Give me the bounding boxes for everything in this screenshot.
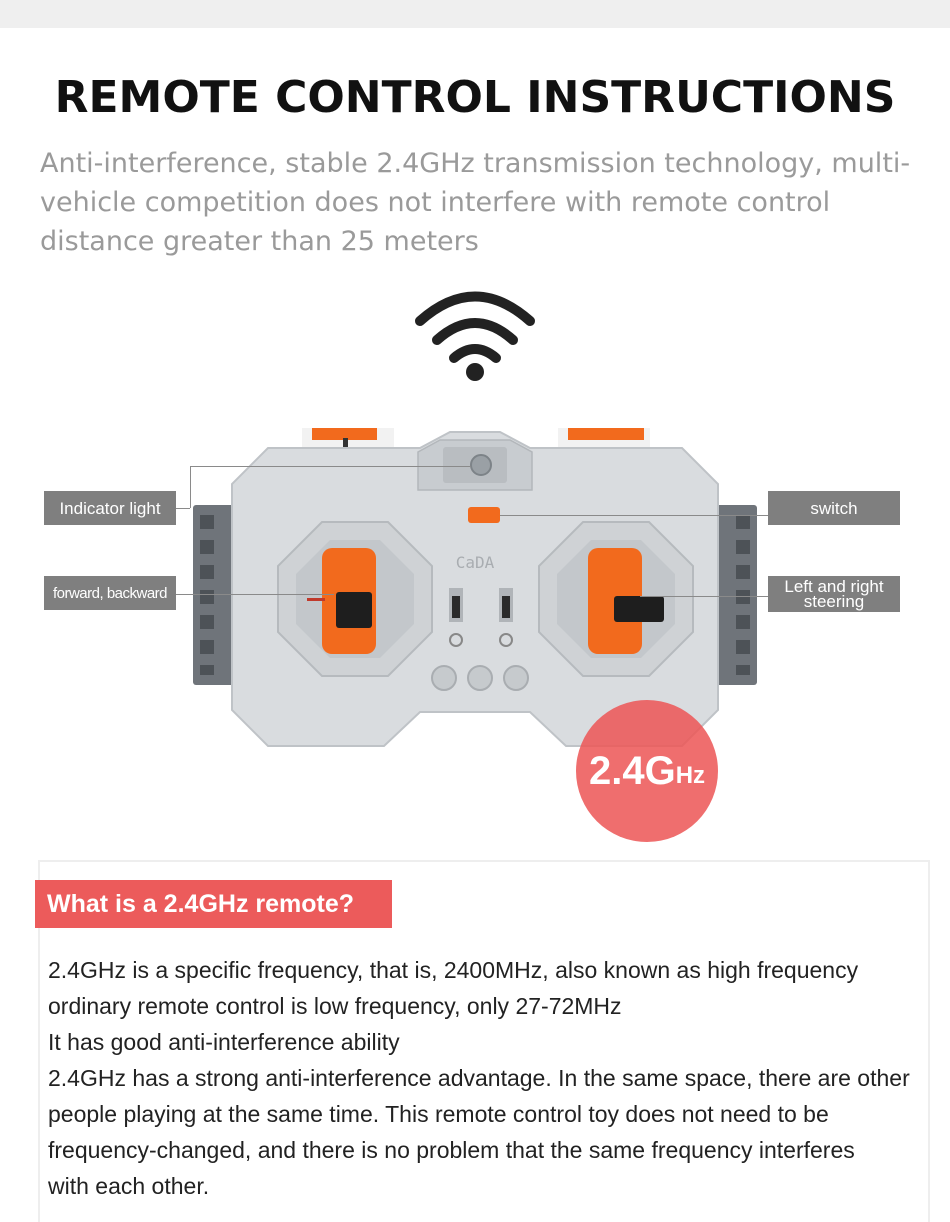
page-title: REMOTE CONTROL INSTRUCTIONS <box>54 72 896 123</box>
faq-heading-text: What is a 2.4GHz remote? <box>47 889 355 918</box>
channel-buttons[interactable] <box>432 666 528 690</box>
callout-indicator-light <box>44 491 176 525</box>
left-rail <box>193 505 235 685</box>
callout-indicator-light-text: Indicator light <box>59 498 161 518</box>
callout-switch <box>768 491 900 525</box>
faq-line: 2.4GHz has a strong anti-interference advantage. In the same space, there are other <box>48 1065 910 1091</box>
indicator-leader-b <box>190 466 191 508</box>
callout-steering-text-1: Left and right <box>784 577 884 596</box>
callout-steering-text-2: steering <box>803 592 865 611</box>
frequency-badge-suffix: Hz <box>675 762 706 789</box>
right-rail <box>715 505 757 685</box>
faq-line: 2.4GHz is a specific frequency, that is, 2400MHz, also known as high frequency <box>48 957 859 983</box>
faq-line: It has good anti-interference ability <box>48 1029 400 1055</box>
top-band <box>0 0 950 28</box>
forward-leader <box>176 594 334 595</box>
wifi-icon <box>420 297 530 359</box>
faq-line: people playing at the same time. This remote control toy does not need to be <box>48 1101 829 1127</box>
left-joystick[interactable] <box>278 522 432 676</box>
faq-line: frequency-changed, and there is no problem that the same frequency interferes <box>48 1137 855 1163</box>
faq-line: ordinary remote control is low frequency, only 27-72MHz <box>48 993 622 1019</box>
steering-leader <box>640 596 768 597</box>
brand-mark: CaDA <box>455 553 495 572</box>
wifi-dot <box>466 363 484 381</box>
right-joystick[interactable] <box>539 522 693 676</box>
callout-steering <box>768 576 900 612</box>
faq-heading <box>35 880 392 928</box>
indicator-leader-a <box>176 508 190 509</box>
intro-text: Anti-interference, stable 2.4GHz transmission technology, multi-vehicle competition does not interfere with remote control distance greater than 25 meters <box>40 148 911 257</box>
power-switch[interactable] <box>468 507 500 523</box>
callout-forward-backward <box>44 576 176 610</box>
indicator-light <box>471 455 491 475</box>
faq-body <box>48 952 928 1204</box>
right-top-brick <box>558 428 650 450</box>
callout-switch-text: switch <box>810 498 858 518</box>
faq-line: with each other. <box>48 1173 210 1199</box>
frequency-badge-main: 2.4G <box>588 748 676 793</box>
switch-leader <box>500 515 768 516</box>
indicator-leader-c <box>190 466 471 467</box>
callout-forward-backward-text: forward, backward <box>52 584 168 602</box>
frequency-badge <box>576 700 718 842</box>
